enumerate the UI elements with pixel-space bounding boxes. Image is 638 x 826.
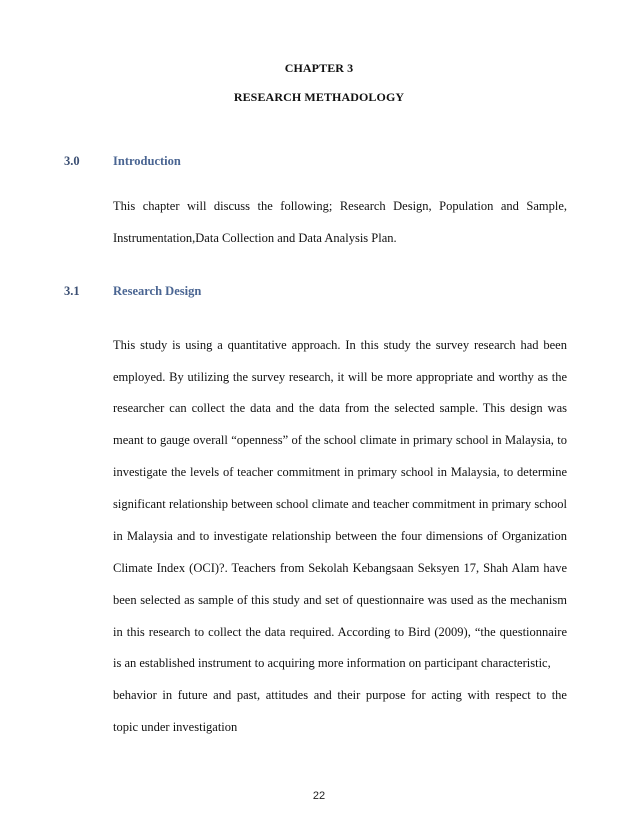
paragraph-line: employed. By utilizing the survey research, it will be more appropriate and worthy as the <box>113 370 567 384</box>
paragraph-line: significant relationship between school climate and teacher commitment in primary school <box>113 497 567 511</box>
chapter-title: RESEARCH METHADOLOGY <box>233 90 405 104</box>
paragraph-line: investigate the levels of teacher commitment in primary school in Malaysia, to determine <box>113 465 567 479</box>
paragraph-line: Instrumentation,Data Collection and Data Analysis Plan. <box>113 231 397 245</box>
section-title: Research Design <box>113 284 202 298</box>
paragraph-line: behavior in future and past, attitudes and their purpose for acting with respect to the <box>113 688 567 702</box>
paragraph-line: been selected as sample of this study and set of questionnaire was used as the mechanism <box>113 593 567 607</box>
section-number: 3.1 <box>64 284 80 298</box>
paragraph-line: researcher can collect the data and the data from the selected sample. This design was <box>113 401 567 415</box>
paragraph-line: in Malaysia and to investigate relationship between the four dimensions of Organization <box>113 529 567 543</box>
page-number: 22 <box>312 790 326 802</box>
paragraph-line: is an established instrument to acquiring more information on participant characteristic, <box>113 656 551 670</box>
paragraph-line: in this research to collect the data required. According to Bird (2009), “the questionnaire <box>113 625 567 639</box>
paragraph-line: Climate Index (OCI)?. Teachers from Sekolah Kebangsaan Seksyen 17, Shah Alam have <box>113 561 567 575</box>
paragraph-line: This study is using a quantitative approach. In this study the survey research had been <box>113 338 567 352</box>
paragraph-line: meant to gauge overall “openness” of the school climate in primary school in Malaysia, to <box>113 433 567 447</box>
paragraph-line: This chapter will discuss the following; Research Design, Population and Sample, <box>113 199 567 213</box>
paragraph-line: topic under investigation <box>113 720 238 734</box>
section-title: Introduction <box>113 154 181 168</box>
chapter-number: CHAPTER 3 <box>284 61 354 75</box>
section-number: 3.0 <box>64 154 80 168</box>
